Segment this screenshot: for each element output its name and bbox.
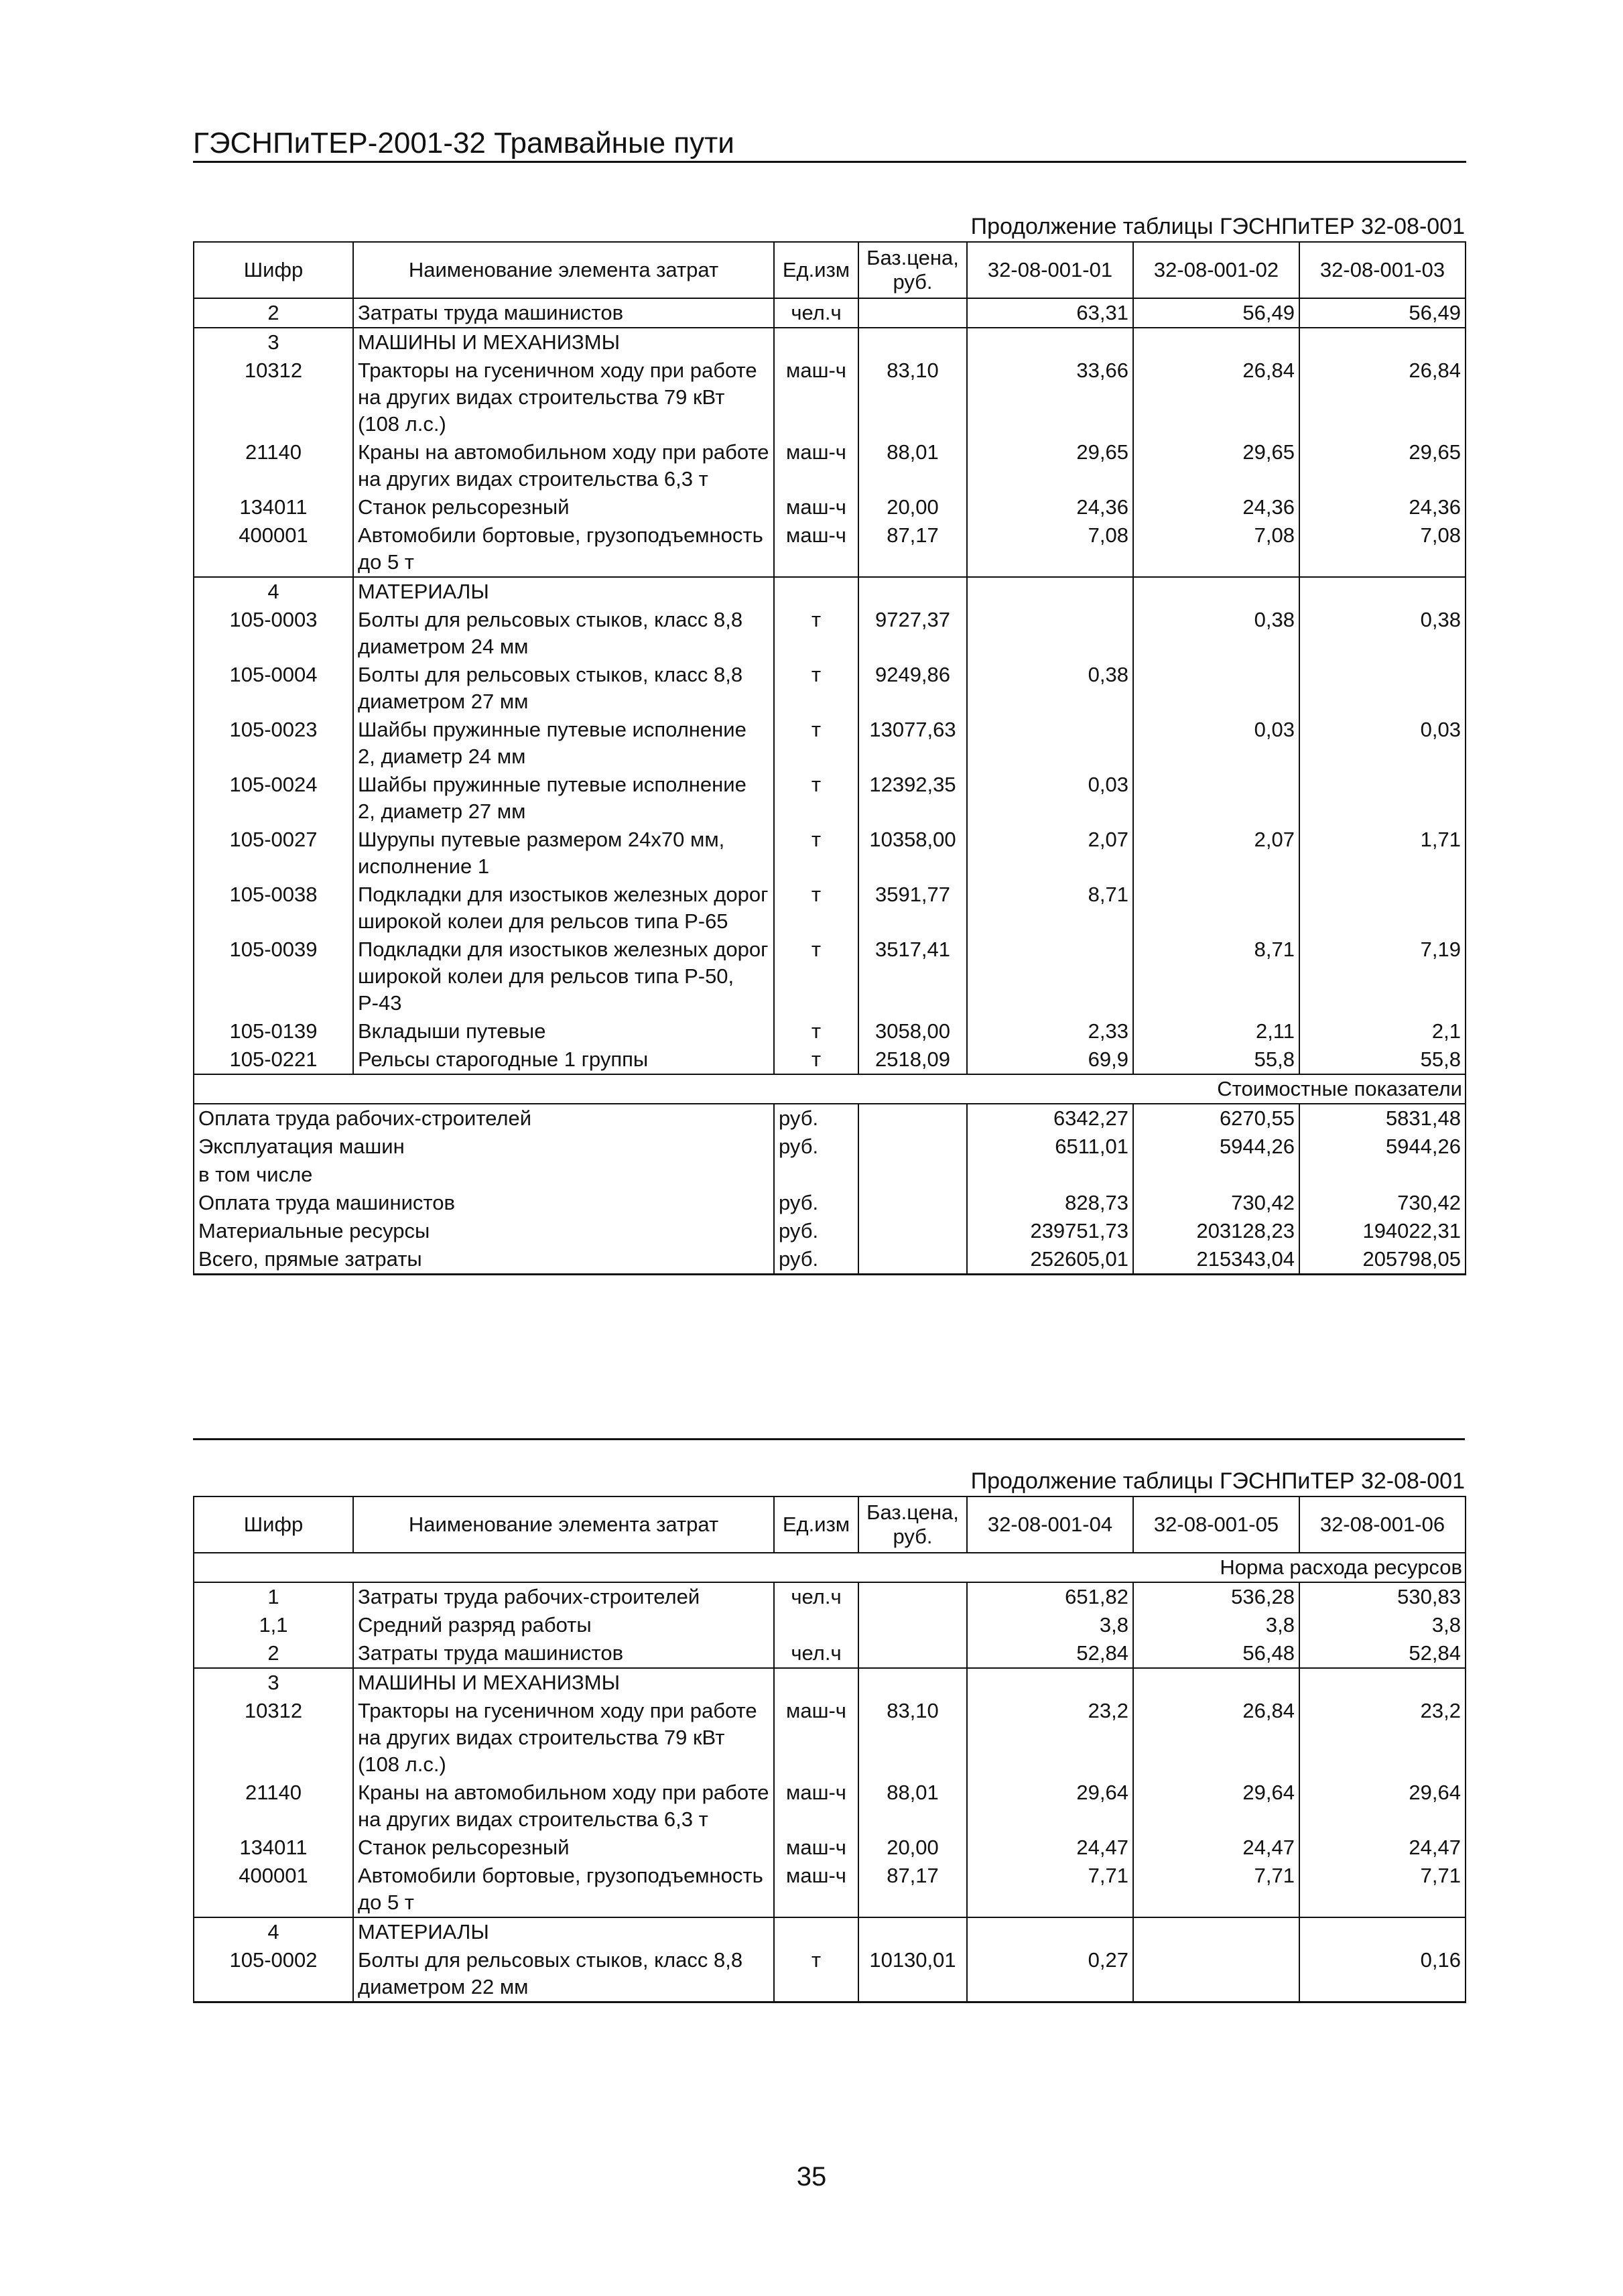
- row-unit: т: [774, 661, 858, 716]
- table-row: [194, 1017, 1466, 1045]
- table2-caption: Продолжение таблицы ГЭСНПиТЕР 32-08-001: [970, 1468, 1465, 1494]
- row-value-3: 3,8: [1299, 1611, 1466, 1639]
- table-row: [194, 357, 1466, 438]
- summary-empty: [858, 1217, 967, 1245]
- row-code: 134011: [194, 493, 353, 521]
- row-value-1: [967, 1668, 1133, 1697]
- summary-value-3: 5831,48: [1299, 1104, 1466, 1133]
- row-price: 9727,37: [858, 606, 967, 661]
- row-name: Подкладки для изостыков железных дорог широкой колеи для рельсов типа Р-65: [353, 881, 774, 936]
- row-code: 10312: [194, 357, 353, 438]
- row-value-2: 26,84: [1133, 1697, 1299, 1779]
- col-header-price: Баз.цена, руб.: [858, 1496, 967, 1553]
- row-name: Шайбы пружинные путевые исполнение 2, диаметр 27 мм: [353, 771, 774, 826]
- row-price: 87,17: [858, 521, 967, 577]
- row-value-3: 7,19: [1299, 936, 1466, 1017]
- row-value-2: 2,07: [1133, 826, 1299, 881]
- row-price: [858, 1611, 967, 1639]
- row-value-3: [1299, 577, 1466, 606]
- row-price: [858, 577, 967, 606]
- table-row: [194, 493, 1466, 521]
- row-value-1: [967, 577, 1133, 606]
- row-value-3: [1299, 771, 1466, 826]
- section-divider: [193, 1438, 1465, 1440]
- row-price: 9249,86: [858, 661, 967, 716]
- row-code: 3: [194, 328, 353, 357]
- row-value-2: 0,38: [1133, 606, 1299, 661]
- summary-label: Оплата труда машинистов: [194, 1189, 774, 1217]
- table-row: [194, 1779, 1466, 1834]
- row-code: 105-0139: [194, 1017, 353, 1045]
- row-price: 12392,35: [858, 771, 967, 826]
- row-name: МАТЕРИАЛЫ: [353, 577, 774, 606]
- row-price: [858, 1582, 967, 1611]
- row-unit: маш-ч: [774, 1862, 858, 1917]
- row-value-2: 29,65: [1133, 438, 1299, 493]
- table1-caption: Продолжение таблицы ГЭСНПиТЕР 32-08-001: [970, 214, 1465, 239]
- summary-value-2: 5944,26: [1133, 1133, 1299, 1161]
- col-header-v1: 32-08-001-01: [967, 242, 1133, 298]
- summary-unit: руб.: [774, 1189, 858, 1217]
- col-header-unit: Ед.изм: [774, 242, 858, 298]
- row-unit: т: [774, 716, 858, 771]
- row-value-3: 7,71: [1299, 1862, 1466, 1917]
- col-header-price: Баз.цена, руб.: [858, 242, 967, 298]
- row-unit: [774, 577, 858, 606]
- table-row: [194, 1611, 1466, 1639]
- table-row: [194, 521, 1466, 577]
- row-value-2: [1133, 328, 1299, 357]
- row-code: 21140: [194, 438, 353, 493]
- row-value-2: [1133, 1668, 1299, 1697]
- row-code: 4: [194, 1917, 353, 1946]
- row-name: Автомобили бортовые, грузоподъемность до 5 т: [353, 1862, 774, 1917]
- summary-value-3: [1299, 1161, 1466, 1189]
- row-value-3: 52,84: [1299, 1639, 1466, 1668]
- summary-unit: руб.: [774, 1104, 858, 1133]
- row-value-2: [1133, 1946, 1299, 2002]
- row-value-2: [1133, 577, 1299, 606]
- row-price: 83,10: [858, 357, 967, 438]
- summary-label: Материальные ресурсы: [194, 1217, 774, 1245]
- row-name: Краны на автомобильном ходу при работе на других видах строительства 6,3 т: [353, 438, 774, 493]
- table-row: [194, 328, 1466, 357]
- row-name: Станок рельсорезный: [353, 493, 774, 521]
- row-unit: т: [774, 771, 858, 826]
- row-value-3: 56,49: [1299, 298, 1466, 328]
- row-unit: маш-ч: [774, 1779, 858, 1834]
- summary-value-1: 828,73: [967, 1189, 1133, 1217]
- table-row: [194, 1045, 1466, 1074]
- table-row: [194, 771, 1466, 826]
- row-value-3: 24,47: [1299, 1834, 1466, 1862]
- table-row: [194, 661, 1466, 716]
- row-name: Затраты труда рабочих-строителей: [353, 1582, 774, 1611]
- row-unit: т: [774, 1946, 858, 2002]
- col-header-name: Наименование элемента затрат: [353, 242, 774, 298]
- row-value-2: 7,08: [1133, 521, 1299, 577]
- table-row: [194, 298, 1466, 328]
- summary-row: [194, 1245, 1466, 1275]
- row-price: 88,01: [858, 1779, 967, 1834]
- row-code: 134011: [194, 1834, 353, 1862]
- row-value-1: 8,71: [967, 881, 1133, 936]
- row-code: 105-0038: [194, 881, 353, 936]
- band-label: Норма расхода ресурсов: [194, 1553, 1466, 1582]
- row-price: [858, 1639, 967, 1668]
- row-value-1: [967, 1917, 1133, 1946]
- row-unit: т: [774, 1045, 858, 1074]
- row-value-3: [1299, 1917, 1466, 1946]
- summary-value-2: [1133, 1161, 1299, 1189]
- col-header-unit: Ед.изм: [774, 1496, 858, 1553]
- summary-label: в том числе: [194, 1161, 774, 1189]
- row-code: 2: [194, 298, 353, 328]
- row-value-2: 7,71: [1133, 1862, 1299, 1917]
- row-code: 1,1: [194, 1611, 353, 1639]
- summary-row: [194, 1104, 1466, 1133]
- row-value-2: 2,11: [1133, 1017, 1299, 1045]
- summary-empty: [858, 1133, 967, 1161]
- summary-empty: [858, 1245, 967, 1275]
- row-price: 3517,41: [858, 936, 967, 1017]
- row-unit: т: [774, 826, 858, 881]
- col-header-v3: 32-08-001-06: [1299, 1496, 1466, 1553]
- row-name: Болты для рельсовых стыков, класс 8,8 диаметром 22 мм: [353, 1946, 774, 2002]
- row-code: 105-0221: [194, 1045, 353, 1074]
- row-unit: [774, 1611, 858, 1639]
- row-code: 105-0002: [194, 1946, 353, 2002]
- row-value-3: 29,64: [1299, 1779, 1466, 1834]
- row-value-2: 26,84: [1133, 357, 1299, 438]
- summary-value-3: 205798,05: [1299, 1245, 1466, 1275]
- table-row: [194, 881, 1466, 936]
- row-value-3: [1299, 328, 1466, 357]
- row-value-3: [1299, 661, 1466, 716]
- table-row: [194, 1917, 1466, 1946]
- row-value-2: 55,8: [1133, 1045, 1299, 1074]
- row-value-1: [967, 716, 1133, 771]
- row-price: [858, 328, 967, 357]
- row-code: 1: [194, 1582, 353, 1611]
- row-name: Вкладыши путевые: [353, 1017, 774, 1045]
- table-row: [194, 716, 1466, 771]
- row-unit: маш-ч: [774, 438, 858, 493]
- cost-indicators-band: [194, 1074, 1466, 1104]
- col-header-code: Шифр: [194, 1496, 353, 1553]
- row-price: [858, 1668, 967, 1697]
- summary-row: [194, 1161, 1466, 1189]
- summary-row: [194, 1217, 1466, 1245]
- row-unit: маш-ч: [774, 357, 858, 438]
- row-name: МАТЕРИАЛЫ: [353, 1917, 774, 1946]
- row-value-3: [1299, 1668, 1466, 1697]
- row-name: Подкладки для изостыков железных дорог широкой колеи для рельсов типа Р-50, Р-43: [353, 936, 774, 1017]
- row-unit: т: [774, 1017, 858, 1045]
- row-value-1: 0,38: [967, 661, 1133, 716]
- row-unit: т: [774, 936, 858, 1017]
- row-value-1: 23,2: [967, 1697, 1133, 1779]
- row-code: 105-0023: [194, 716, 353, 771]
- row-price: [858, 1917, 967, 1946]
- row-price: 20,00: [858, 1834, 967, 1862]
- summary-empty: [858, 1161, 967, 1189]
- row-value-1: 2,33: [967, 1017, 1133, 1045]
- row-value-2: [1133, 661, 1299, 716]
- row-code: 21140: [194, 1779, 353, 1834]
- row-value-3: 2,1: [1299, 1017, 1466, 1045]
- summary-row: [194, 1133, 1466, 1161]
- row-unit: чел.ч: [774, 1582, 858, 1611]
- row-value-1: [967, 328, 1133, 357]
- row-price: 87,17: [858, 1862, 967, 1917]
- row-value-1: 33,66: [967, 357, 1133, 438]
- row-code: 105-0027: [194, 826, 353, 881]
- summary-empty: [858, 1104, 967, 1133]
- row-value-1: 29,64: [967, 1779, 1133, 1834]
- row-value-2: 56,48: [1133, 1639, 1299, 1668]
- row-name: Тракторы на гусеничном ходу при работе на других видах строительства 79 кВт (108 л.с.): [353, 357, 774, 438]
- summary-unit: [774, 1161, 858, 1189]
- row-price: 20,00: [858, 493, 967, 521]
- row-unit: маш-ч: [774, 521, 858, 577]
- row-code: 400001: [194, 1862, 353, 1917]
- row-price: 3058,00: [858, 1017, 967, 1045]
- row-value-2: [1133, 881, 1299, 936]
- row-name: Затраты труда машинистов: [353, 1639, 774, 1668]
- row-value-3: 530,83: [1299, 1582, 1466, 1611]
- row-name: МАШИНЫ И МЕХАНИЗМЫ: [353, 328, 774, 357]
- header-rule: [193, 161, 1466, 163]
- row-code: 400001: [194, 521, 353, 577]
- table2: [193, 1496, 1466, 2003]
- row-code: 105-0003: [194, 606, 353, 661]
- row-value-1: 3,8: [967, 1611, 1133, 1639]
- row-value-1: 69,9: [967, 1045, 1133, 1074]
- row-name: Средний разряд работы: [353, 1611, 774, 1639]
- band-label: Стоимостные показатели: [194, 1074, 1466, 1104]
- row-value-1: 7,71: [967, 1862, 1133, 1917]
- row-name: Тракторы на гусеничном ходу при работе на других видах строительства 79 кВт (108 л.с.): [353, 1697, 774, 1779]
- table-row: [194, 438, 1466, 493]
- row-value-3: 29,65: [1299, 438, 1466, 493]
- table-row: [194, 936, 1466, 1017]
- row-name: Рельсы старогодные 1 группы: [353, 1045, 774, 1074]
- summary-label: Всего, прямые затраты: [194, 1245, 774, 1275]
- table1-header-row: [194, 242, 1466, 298]
- col-header-v3: 32-08-001-03: [1299, 242, 1466, 298]
- row-value-1: 24,36: [967, 493, 1133, 521]
- row-unit: [774, 1917, 858, 1946]
- row-value-1: 52,84: [967, 1639, 1133, 1668]
- summary-value-2: 203128,23: [1133, 1217, 1299, 1245]
- row-value-3: 23,2: [1299, 1697, 1466, 1779]
- summary-value-3: 730,42: [1299, 1189, 1466, 1217]
- col-header-name: Наименование элемента затрат: [353, 1496, 774, 1553]
- row-value-2: 536,28: [1133, 1582, 1299, 1611]
- row-price: 13077,63: [858, 716, 967, 771]
- row-name: Шурупы путевые размером 24х70 мм, исполнение 1: [353, 826, 774, 881]
- row-unit: маш-ч: [774, 1697, 858, 1779]
- row-value-3: 0,16: [1299, 1946, 1466, 2002]
- table-row: [194, 1946, 1466, 2002]
- summary-label: Эксплуатация машин: [194, 1133, 774, 1161]
- summary-value-3: 194022,31: [1299, 1217, 1466, 1245]
- row-name: Автомобили бортовые, грузоподъемность до 5 т: [353, 521, 774, 577]
- summary-value-1: [967, 1161, 1133, 1189]
- row-value-2: 8,71: [1133, 936, 1299, 1017]
- row-name: Затраты труда машинистов: [353, 298, 774, 328]
- row-value-1: [967, 936, 1133, 1017]
- table-row: [194, 1862, 1466, 1917]
- row-value-1: [967, 606, 1133, 661]
- row-value-2: 3,8: [1133, 1611, 1299, 1639]
- summary-unit: руб.: [774, 1217, 858, 1245]
- row-unit: т: [774, 881, 858, 936]
- row-value-2: 29,64: [1133, 1779, 1299, 1834]
- row-code: 105-0024: [194, 771, 353, 826]
- row-unit: маш-ч: [774, 1834, 858, 1862]
- table-row: [194, 1582, 1466, 1611]
- row-value-2: 24,36: [1133, 493, 1299, 521]
- row-value-3: 24,36: [1299, 493, 1466, 521]
- row-value-1: 24,47: [967, 1834, 1133, 1862]
- row-value-1: 63,31: [967, 298, 1133, 328]
- summary-value-1: 252605,01: [967, 1245, 1133, 1275]
- document-header: ГЭСНПиТЕР-2001-32 Трамвайные пути: [193, 127, 734, 160]
- summary-unit: руб.: [774, 1245, 858, 1275]
- row-price: 3591,77: [858, 881, 967, 936]
- summary-value-2: 6270,55: [1133, 1104, 1299, 1133]
- row-code: 105-0004: [194, 661, 353, 716]
- summary-value-3: 5944,26: [1299, 1133, 1466, 1161]
- row-price: 88,01: [858, 438, 967, 493]
- table-row: [194, 1697, 1466, 1779]
- col-header-code: Шифр: [194, 242, 353, 298]
- row-price: 10130,01: [858, 1946, 967, 2002]
- row-unit: т: [774, 606, 858, 661]
- table-row: [194, 1834, 1466, 1862]
- row-unit: [774, 1668, 858, 1697]
- row-value-3: 26,84: [1299, 357, 1466, 438]
- summary-value-2: 215343,04: [1133, 1245, 1299, 1275]
- row-value-2: [1133, 771, 1299, 826]
- row-code: 10312: [194, 1697, 353, 1779]
- row-value-1: 0,03: [967, 771, 1133, 826]
- row-value-3: 1,71: [1299, 826, 1466, 881]
- table2-header-row: [194, 1496, 1466, 1553]
- col-header-v1: 32-08-001-04: [967, 1496, 1133, 1553]
- row-value-1: 29,65: [967, 438, 1133, 493]
- summary-value-2: 730,42: [1133, 1189, 1299, 1217]
- row-value-1: 7,08: [967, 521, 1133, 577]
- summary-row: [194, 1189, 1466, 1217]
- row-value-3: 0,03: [1299, 716, 1466, 771]
- row-value-2: 0,03: [1133, 716, 1299, 771]
- row-unit: чел.ч: [774, 298, 858, 328]
- row-code: 3: [194, 1668, 353, 1697]
- row-value-2: 24,47: [1133, 1834, 1299, 1862]
- row-name: Болты для рельсовых стыков, класс 8,8 диаметром 24 мм: [353, 606, 774, 661]
- row-price: 2518,09: [858, 1045, 967, 1074]
- col-header-v2: 32-08-001-05: [1133, 1496, 1299, 1553]
- page-number: 35: [796, 2162, 827, 2191]
- summary-value-1: 6511,01: [967, 1133, 1133, 1161]
- row-unit: [774, 328, 858, 357]
- row-code: 2: [194, 1639, 353, 1668]
- table-row: [194, 826, 1466, 881]
- row-value-1: 651,82: [967, 1582, 1133, 1611]
- row-value-3: 7,08: [1299, 521, 1466, 577]
- row-name: Краны на автомобильном ходу при работе на других видах строительства 6,3 т: [353, 1779, 774, 1834]
- row-price: 83,10: [858, 1697, 967, 1779]
- table-row: [194, 577, 1466, 606]
- row-value-2: 56,49: [1133, 298, 1299, 328]
- table-row: [194, 1639, 1466, 1668]
- row-value-3: [1299, 881, 1466, 936]
- row-name: МАШИНЫ И МЕХАНИЗМЫ: [353, 1668, 774, 1697]
- row-unit: чел.ч: [774, 1639, 858, 1668]
- row-name: Шайбы пружинные путевые исполнение 2, диаметр 24 мм: [353, 716, 774, 771]
- row-value-1: 0,27: [967, 1946, 1133, 2002]
- table-row: [194, 1668, 1466, 1697]
- row-code: 4: [194, 577, 353, 606]
- table1: [193, 241, 1466, 1275]
- row-name: Болты для рельсовых стыков, класс 8,8 диаметром 27 мм: [353, 661, 774, 716]
- row-value-3: 0,38: [1299, 606, 1466, 661]
- row-name: Станок рельсорезный: [353, 1834, 774, 1862]
- row-value-2: [1133, 1917, 1299, 1946]
- summary-unit: руб.: [774, 1133, 858, 1161]
- row-value-3: 55,8: [1299, 1045, 1466, 1074]
- row-price: 10358,00: [858, 826, 967, 881]
- summary-value-1: 6342,27: [967, 1104, 1133, 1133]
- resource-norm-band: [194, 1553, 1466, 1582]
- row-price: [858, 298, 967, 328]
- row-unit: маш-ч: [774, 493, 858, 521]
- col-header-v2: 32-08-001-02: [1133, 242, 1299, 298]
- row-code: 105-0039: [194, 936, 353, 1017]
- summary-value-1: 239751,73: [967, 1217, 1133, 1245]
- row-value-1: 2,07: [967, 826, 1133, 881]
- summary-empty: [858, 1189, 967, 1217]
- summary-label: Оплата труда рабочих-строителей: [194, 1104, 774, 1133]
- table-row: [194, 606, 1466, 661]
